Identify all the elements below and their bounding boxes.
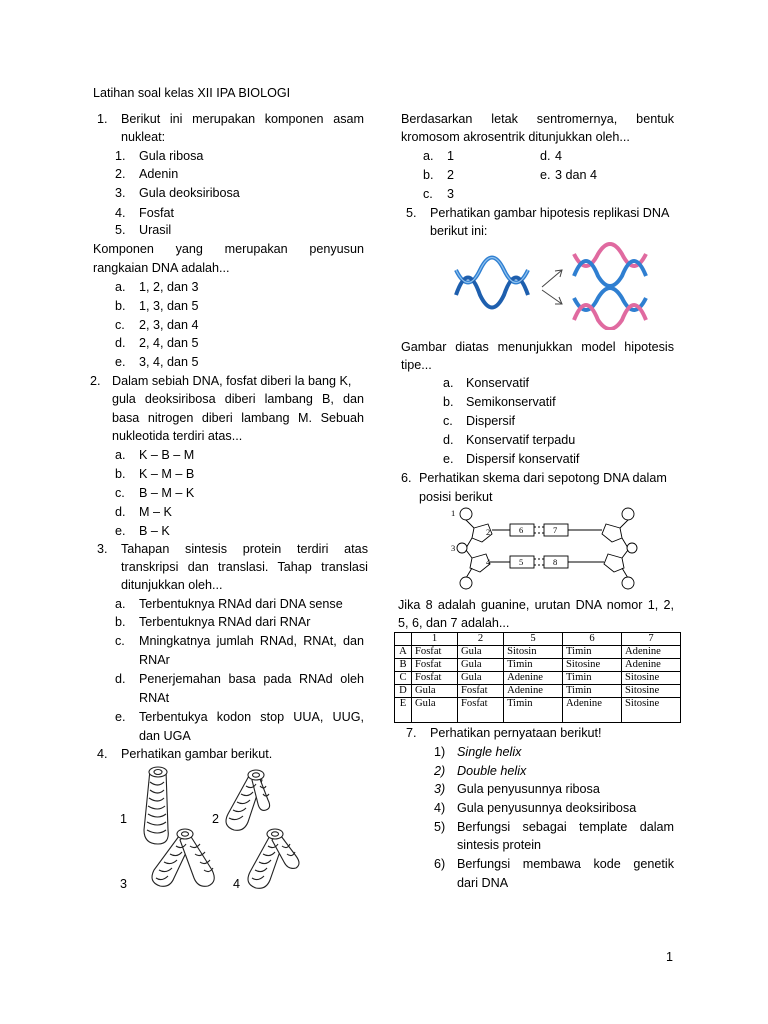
table-cell: Sitosine: [563, 659, 622, 672]
table-cell: Gula: [458, 672, 504, 685]
q3-number: 3.: [97, 542, 108, 556]
q4-option: 1: [447, 149, 455, 163]
table-header-cell: 2: [458, 633, 504, 646]
q3-option: Mningkatnya jumlah RNAd, RNAt, dan: [139, 634, 364, 648]
table-cell: Gula: [412, 698, 458, 723]
option-letter: c.: [115, 486, 125, 500]
table-cell: Fosfat: [412, 672, 458, 685]
q7-stem: Perhatikan pernyataan berikut!: [430, 726, 602, 740]
table-header-cell: 1: [412, 633, 458, 646]
q7-number: 7.: [406, 726, 417, 740]
table-cell: Gula: [412, 685, 458, 698]
q3-option: Terbentuknya RNAd dari DNA sense: [139, 597, 343, 611]
diagram-label-8: 8: [553, 557, 558, 567]
q1-option: 2, 3, dan 4: [139, 318, 199, 332]
diagram-label-3: 3: [451, 543, 456, 553]
q1-item: Urasil: [139, 223, 172, 237]
dna-segment-diagram: [448, 500, 648, 595]
q7-item: Double helix: [457, 764, 527, 778]
q2-option: B – M – K: [139, 486, 195, 500]
table-cell: Adenine: [622, 659, 681, 672]
q7-item-num: 3): [434, 782, 446, 796]
q2-option: K – M – B: [139, 467, 195, 481]
q5-question-2: tipe...: [401, 358, 432, 372]
q1-item: Gula deoksiribosa: [139, 186, 240, 200]
q3-option-cont: RNAt: [139, 691, 170, 705]
answer-table: [394, 632, 681, 723]
table-cell: Fosfat: [412, 646, 458, 659]
table-cell: E: [395, 698, 412, 723]
option-letter: d.: [540, 149, 551, 163]
q6-question-2: 5, 6, dan 7 adalah...: [398, 616, 510, 630]
diagram-label-7: 7: [553, 525, 558, 535]
table-header-cell: 5: [504, 633, 563, 646]
chromosome-2: [226, 770, 270, 830]
page-number: 1: [666, 950, 674, 964]
table-cell: Gula: [458, 646, 504, 659]
option-letter: d.: [115, 336, 126, 350]
q4-option: 3: [447, 187, 455, 201]
q7-item-cont: dari DNA: [457, 876, 509, 890]
option-letter: b.: [115, 467, 126, 481]
q2-stem: Dalam sebiah DNA, fosfat diberi la bang K,: [112, 374, 352, 388]
table-header-row: [395, 633, 681, 646]
table-cell: D: [395, 685, 412, 698]
q7-item: Single helix: [457, 745, 522, 759]
table-row: [395, 698, 681, 723]
q1-number: 1.: [97, 112, 108, 126]
table-cell: Adenine: [622, 646, 681, 659]
q1-item-num: 4.: [115, 206, 126, 220]
q1-question: Komponen yang merupakan penyusun: [93, 242, 364, 256]
q2-stem-3: basa nitrogen diberi lambang M. Sebuah: [112, 411, 364, 425]
diagram-label-2: 2: [486, 527, 491, 537]
option-letter: c.: [115, 318, 125, 332]
table-cell: Timin: [504, 659, 563, 672]
q6-number: 6.: [401, 471, 412, 485]
table-cell: Sitosine: [622, 698, 681, 723]
figure-label-4: 4: [233, 877, 241, 891]
q3-option-cont: dan UGA: [139, 729, 191, 743]
q1-stem: Berikut ini merupakan komponen asam: [121, 112, 364, 126]
option-letter: a.: [115, 597, 126, 611]
q1-item-num: 1.: [115, 149, 126, 163]
table-cell: A: [395, 646, 412, 659]
option-letter: b.: [423, 168, 434, 182]
table-row: [395, 646, 681, 659]
figure-label-2: 2: [212, 812, 220, 826]
q5-option: Dispersif konservatif: [466, 452, 580, 466]
q1-option: 2, 4, dan 5: [139, 336, 199, 350]
table-row: [395, 685, 681, 698]
q7-item: Berfungsi membawa kode genetik: [457, 857, 674, 871]
q1-item: Gula ribosa: [139, 149, 204, 163]
option-letter: d.: [115, 672, 126, 686]
q7-item-num: 6): [434, 857, 446, 871]
table-cell: B: [395, 659, 412, 672]
page-title: Latihan soal kelas XII IPA BIOLOGI: [93, 86, 291, 100]
q4-option: 2: [447, 168, 455, 182]
q1-stem-2: nukleat:: [121, 130, 166, 144]
q5-option: Dispersif: [466, 414, 515, 428]
table-cell: Timin: [504, 698, 563, 723]
q4-question-2: kromosom akrosentrik ditunjukkan oleh...: [401, 130, 630, 144]
q1-option: 1, 3, dan 5: [139, 299, 199, 313]
q7-item: Berfungsi sebagai template dalam: [457, 820, 674, 834]
table-cell: Fosfat: [458, 685, 504, 698]
q4-option: 4: [555, 149, 563, 163]
q4-number: 4.: [97, 747, 108, 761]
q1-item: Adenin: [139, 167, 179, 181]
q7-item-cont: sintesis protein: [457, 838, 541, 852]
option-letter: e.: [115, 710, 126, 724]
q5-number: 5.: [406, 206, 417, 220]
q5-option: Semikonservatif: [466, 395, 556, 409]
q1-item-num: 2.: [115, 167, 126, 181]
table-header-cell: [395, 633, 412, 646]
option-letter: e.: [115, 355, 126, 369]
q2-number: 2.: [90, 374, 101, 388]
q1-option: 3, 4, dan 5: [139, 355, 199, 369]
table-cell: Gula: [458, 659, 504, 672]
chromosome-4: [248, 829, 299, 888]
dna-replication-figure: [450, 240, 665, 330]
q5-option: Konservatif terpadu: [466, 433, 576, 447]
q3-stem-3: ditunjukkan oleh...: [121, 578, 223, 592]
table-cell: Fosfat: [412, 659, 458, 672]
q3-stem: Tahapan sintesis protein terdiri atas: [121, 542, 368, 556]
table-cell: Sitosine: [622, 672, 681, 685]
table-header-cell: 6: [563, 633, 622, 646]
q4-stem: Perhatikan gambar berikut.: [121, 747, 273, 761]
table-cell: Timin: [563, 685, 622, 698]
diagram-label-4: 4: [486, 557, 491, 567]
option-letter: b.: [443, 395, 454, 409]
q6-stem-2: posisi berikut: [419, 490, 493, 504]
q3-option: Penerjemahan basa pada RNAd oleh: [139, 672, 364, 686]
q3-stem-2: transkripsi dan translasi. Tahap translasi: [121, 560, 368, 574]
option-letter: e.: [540, 168, 551, 182]
q1-question-2: rangkaian DNA adalah...: [93, 261, 230, 275]
table-cell: Adenine: [504, 685, 563, 698]
table-cell: Timin: [563, 672, 622, 685]
q5-question: Gambar diatas menunjukkan model hipotesis: [401, 340, 674, 354]
q2-option: K – B – M: [139, 448, 195, 462]
diagram-label-1: 1: [451, 508, 456, 518]
option-letter: c.: [423, 187, 433, 201]
table-cell: Timin: [563, 646, 622, 659]
q5-option: Konservatif: [466, 376, 529, 390]
q7-item-num: 1): [434, 745, 446, 759]
q2-stem-2: gula deoksiribosa diberi lambang B, dan: [112, 392, 364, 406]
q5-stem: Perhatikan gambar hipotesis replikasi DNA: [430, 206, 670, 220]
q2-stem-4: nukleotida terdiri atas...: [112, 429, 243, 443]
q4-option: 3 dan 4: [555, 168, 598, 182]
daughter-helix-bottom: [574, 288, 646, 329]
q1-item-num: 3.: [115, 186, 126, 200]
q7-item: Gula penyusunnya deoksiribosa: [457, 801, 637, 815]
q1-option: 1, 2, dan 3: [139, 280, 199, 294]
table-cell: C: [395, 672, 412, 685]
q3-option: Terbentukya kodon stop UUA, UUG,: [139, 710, 364, 724]
q7-item-num: 4): [434, 801, 446, 815]
chromosome-1: [144, 767, 168, 844]
table-cell: Adenine: [504, 672, 563, 685]
q3-option: Terbentuknya RNAd dari RNAr: [139, 615, 311, 629]
q7-item-num: 2): [434, 764, 446, 778]
q7-item-num: 5): [434, 820, 446, 834]
q4-question: Berdasarkan letak sentromernya, bentuk: [401, 112, 674, 126]
option-letter: b.: [115, 615, 126, 629]
table-row: [395, 659, 681, 672]
q3-option-cont: RNAr: [139, 653, 170, 667]
figure-label-3: 3: [120, 877, 128, 891]
option-letter: e.: [443, 452, 454, 466]
replication-arrows: [542, 270, 562, 304]
option-letter: d.: [115, 505, 126, 519]
option-letter: d.: [443, 433, 454, 447]
q2-option: B – K: [139, 524, 170, 538]
q1-item-num: 5.: [115, 223, 126, 237]
table-header-cell: 7: [622, 633, 681, 646]
q2-option: M – K: [139, 505, 172, 519]
table-row: [395, 672, 681, 685]
parent-helix: [456, 258, 528, 308]
q6-question: Jika 8 adalah guanine, urutan DNA nomor 1, 2,: [398, 598, 674, 612]
option-letter: c.: [115, 634, 125, 648]
table-cell: Fosfat: [458, 698, 504, 723]
daughter-helix-top: [574, 244, 646, 286]
option-letter: a.: [115, 448, 126, 462]
chromosome-figure: [100, 760, 360, 895]
table-cell: Adenine: [563, 698, 622, 723]
option-letter: a.: [115, 280, 126, 294]
table-cell: Sitosin: [504, 646, 563, 659]
q5-stem-2: berikut ini:: [430, 224, 488, 238]
q7-item: Gula penyusunnya ribosa: [457, 782, 600, 796]
option-letter: a.: [423, 149, 434, 163]
diagram-label-6: 6: [519, 525, 524, 535]
q1-item: Fosfat: [139, 206, 174, 220]
q6-stem: Perhatikan skema dari sepotong DNA dalam: [419, 471, 667, 485]
option-letter: a.: [443, 376, 454, 390]
table-cell: Sitosine: [622, 685, 681, 698]
diagram-label-5: 5: [519, 557, 524, 567]
option-letter: c.: [443, 414, 453, 428]
option-letter: e.: [115, 524, 126, 538]
option-letter: b.: [115, 299, 126, 313]
figure-label-1: 1: [120, 812, 128, 826]
